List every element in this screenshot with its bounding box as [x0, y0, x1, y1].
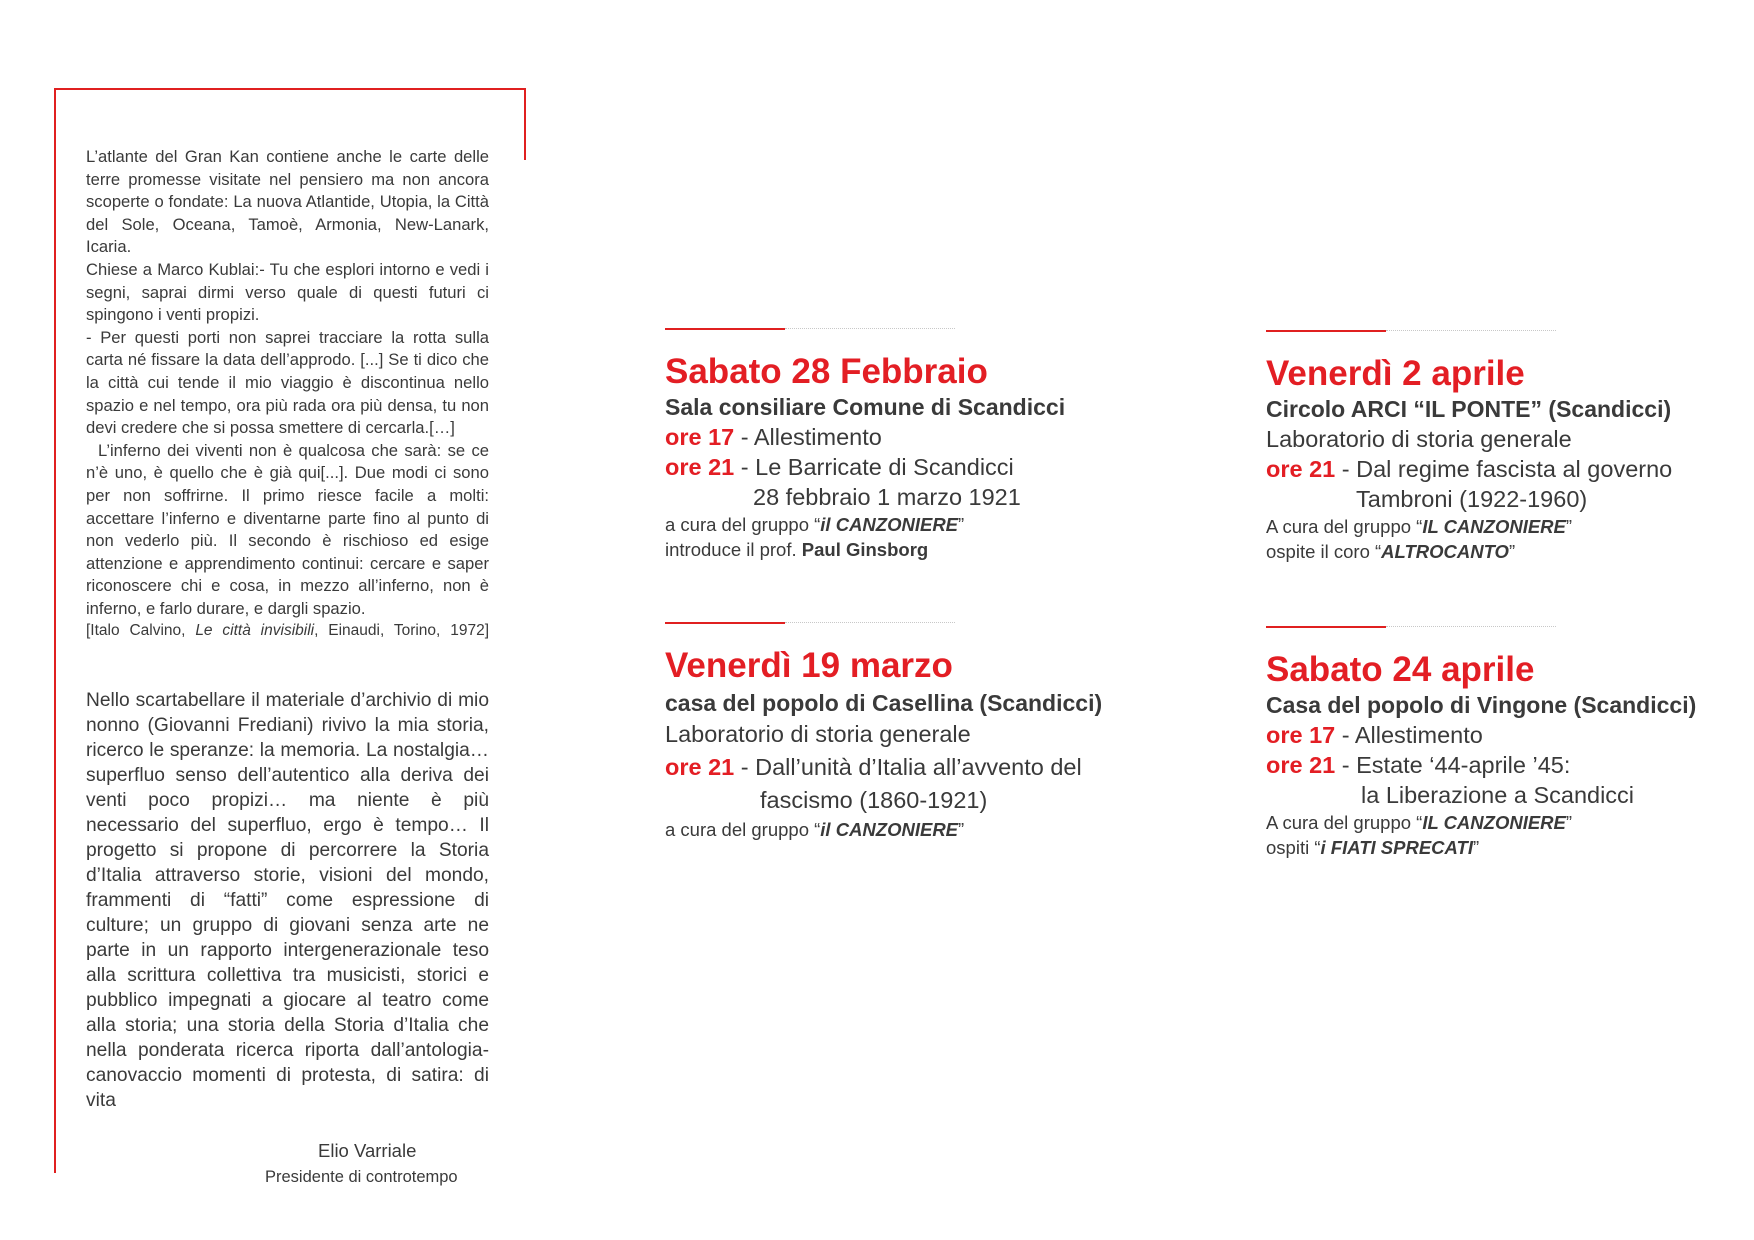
- quote-paragraph-4: L’inferno dei viventi non è qualcosa che sarà: se ce n’è uno, è quello che è già qui[...]. Due modi ci sono per non soffrirne. Il primo riesce facile a molti: accettare l’inferno e diventarne parte fino al punto di non vederlo più. Il secondo è rischioso ed esige attenzione e apprendimento continui: cercare e saper riconoscere chi e cosa, in mezzo all’inferno, non è inferno, e farlo durare, e dargli spazio.: [86, 440, 489, 618]
- event-rule: [1266, 626, 1386, 628]
- event-description-continued: fascismo (1860-1921): [760, 787, 988, 813]
- frame-right-rule: [524, 88, 526, 160]
- event-time-line: ore 17 - Allestimento: [665, 424, 882, 450]
- event-time-line: ore 21 - Dall’unità d’Italia all’avvento del: [665, 754, 1082, 780]
- event-rule: [1266, 330, 1386, 332]
- event-description-continued: la Liberazione a Scandicci: [1361, 782, 1635, 808]
- intro-text: Nello scartabellare il materiale d’archivio di mio nonno (Giovanni Frediani) rivivo la mia storia, ricerco le speranze: la memoria. La nostalgia… superfluo senso dell’autentico alla deriva dei venti poco propizi… ma niente è più necessario del superfluo, ergo è tempo… Il progetto si propone di percorrere la Storia d’Italia attraverso storie, visioni del mondo, frammenti di “fatti” come espressione di culture; un gruppo di giovani senza arte ne parte in un rapporto intergenerazionale teso alla scrittura collettiva tra musicisti, storici e pubblico impegnati a giocare al teatro come alla storia; una storia della Storia d’Italia che nella ponderata ricerca riporta dall’antologia-canovaccio momenti di protesta, di satira: di vita: [86, 690, 489, 1111]
- frame-left-rule: [54, 88, 56, 1173]
- event-venue: Circolo ARCI “IL PONTE” (Scandicci): [1266, 396, 1672, 422]
- event-subtitle: Laboratorio di storia generale: [1266, 426, 1572, 452]
- event-description-continued: 28 febbraio 1 marzo 1921: [753, 484, 1021, 510]
- event-date: Venerdì 2 aprile: [1266, 354, 1525, 393]
- event-time-line: ore 17 - Allestimento: [1266, 722, 1483, 748]
- event-rule: [665, 622, 785, 624]
- event-venue: Casa del popolo di Vingone (Scandicci): [1266, 692, 1697, 718]
- event-venue: casa del popolo di Casellina (Scandicci): [665, 690, 1103, 716]
- event-subtitle: Laboratorio di storia generale: [665, 721, 971, 747]
- event-curated-by: a cura del gruppo “il CANZONIERE”: [665, 819, 965, 840]
- book-title: Le città invisibili: [195, 622, 315, 640]
- quote-paragraph-3: - Per questi porti non saprei tracciare la rotta sulla carta né fissare la data dell’approdo. [...] Se ti dico che la città cui tende il mio viaggio è discontinua nello spazio e nel tempo, ora più rada ora più densa, tu non devi credere che si possa smettere di cercarla.[…]: [86, 327, 489, 438]
- quote-citation: [Italo Calvino, Le città invisibili, Einaudi, Torino, 1972]: [86, 622, 489, 640]
- event-curated-by: a cura del gruppo “il CANZONIERE”: [665, 514, 965, 535]
- event-time-line: ore 21 - Estate ‘44-aprile ’45:: [1266, 752, 1571, 778]
- event-venerdi-2-aprile: [1266, 330, 1672, 564]
- event-time-line: ore 21 - Dal regime fascista al governo: [1266, 456, 1673, 482]
- event-time-line: ore 21 - Le Barricate di Scandicci: [665, 454, 1014, 480]
- event-sabato-28-febbraio: [665, 328, 1065, 562]
- project-introduction: [86, 688, 489, 1113]
- event-introduced-by: introduce il prof. Paul Ginsborg: [665, 539, 929, 560]
- event-venerdi-19-marzo: [665, 622, 1102, 842]
- event-guest: ospite il coro “ALTROCANTO”: [1266, 541, 1516, 562]
- calvino-quote: [86, 146, 489, 643]
- event-guest: ospiti “i FIATI SPRECATI”: [1266, 837, 1480, 858]
- event-curated-by: A cura del gruppo “IL CANZONIERE”: [1266, 812, 1573, 833]
- event-venue: Sala consiliare Comune di Scandicci: [665, 394, 1066, 420]
- quote-paragraph-1: L’atlante del Gran Kan contiene anche le carte delle terre promesse visitate nel pensiero ma non ancora scoperte o fondate: La nuova Atlantide, Utopia, la Città del Sole, Oceana, Tamoè, Armonia, New-Lanark, Icaria.: [86, 147, 489, 257]
- event-date: Sabato 24 aprile: [1266, 650, 1535, 689]
- frame-top-rule: [54, 88, 526, 90]
- event-rule: [665, 328, 785, 330]
- signature-name: Elio Varriale: [318, 1140, 417, 1161]
- quote-paragraph-2: Chiese a Marco Kublai:- Tu che esplori intorno e vedi i segni, saprai dirmi verso quale di questi futuri ci spingono i venti propizi.: [86, 259, 489, 325]
- event-sabato-24-aprile: [1266, 626, 1696, 860]
- event-date: Sabato 28 Febbraio: [665, 352, 988, 391]
- signature-role: Presidente di controtempo: [265, 1168, 458, 1186]
- event-curated-by: A cura del gruppo “IL CANZONIERE”: [1266, 516, 1573, 537]
- event-date: Venerdì 19 marzo: [665, 646, 953, 685]
- event-description-continued: Tambroni (1922-1960): [1356, 486, 1588, 512]
